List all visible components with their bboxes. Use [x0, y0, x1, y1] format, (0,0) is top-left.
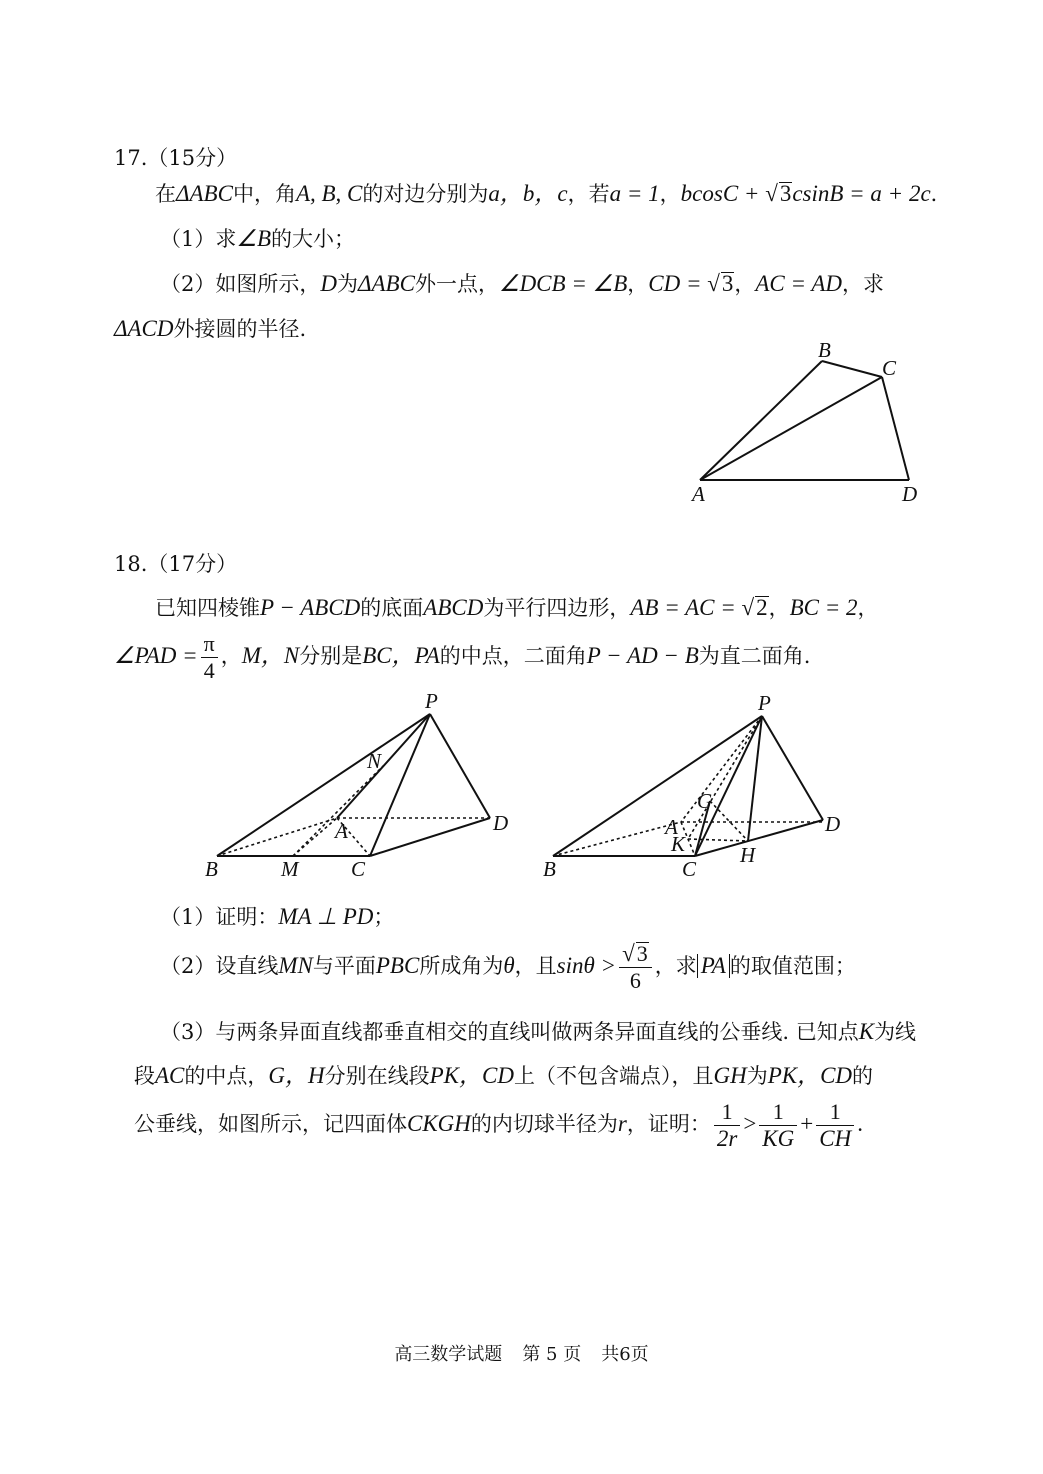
fig1-label-p: P [425, 689, 438, 713]
page-footer [0, 1340, 1043, 1366]
q18-part3-line2: 段AC的中点，G，H分别在线段PK，CD上（不包含端点），且GH为PK，CD的 [134, 1063, 874, 1088]
q18-figure-2 [535, 688, 865, 886]
fig2-label-k: K [671, 832, 686, 856]
fig1-label-a: A [335, 819, 348, 843]
fig2-seg-gh [710, 801, 748, 841]
fig1-seg-cd [370, 818, 490, 856]
fig2-label-a: A [665, 815, 678, 839]
fig1-label-c: C [351, 857, 366, 881]
one-over-ch-fraction: $\frac{1}{CH}$ [816, 1099, 854, 1152]
fig1-seg-pd [430, 714, 490, 818]
fig2-label-h: H [740, 843, 756, 867]
fig2-label-b: B [543, 857, 556, 881]
q18-part3-line3: 公垂线，如图所示，记四面体CKGH的内切球半径为r，证明： $\frac{1}{2r}$ > $\frac{1}{KG}$ + $\frac{1}{CH}$ . [134, 1099, 863, 1151]
q18-stem-line2: ∠PAD = $\frac{\pi}{4}$ ，M，N分别是BC，PA的中点，二面角P − AD − B为直二面角. [114, 631, 811, 683]
q17-part2-cont: ΔACD外接圆的半径. [114, 316, 307, 341]
fig2-seg-pa [681, 716, 762, 822]
fig1-label-d: D [493, 811, 509, 835]
fig2-seg-ba [553, 822, 681, 856]
sqrt3-over-6-fraction: $\frac{√3}{6}$ [619, 941, 652, 994]
q17-figure [680, 335, 930, 515]
q17-part2: （2）如图所示，D为ΔABC外一点，∠DCB = ∠B，CD = √3，AC = AD，求 [160, 271, 885, 296]
q17-stem: 在ΔABC中，角A, B, C的对边分别为a，b，c，若a = 1，bcosC + √3csinB = a + 2c． [155, 181, 952, 206]
one-over-kg-fraction: $\frac{1}{KG}$ [759, 1099, 797, 1152]
fig1-seg-pc [370, 714, 430, 856]
footer-title: 高三数学试题 [394, 1344, 503, 1365]
q18-part3-line1: （3）与两条异面直线都垂直相交的直线叫做两条异面直线的公垂线. 已知点K为线 [160, 1019, 917, 1044]
footer-total: 共6页 [601, 1344, 649, 1365]
one-over-2r-fraction: $\frac{1}{2r}$ [714, 1099, 740, 1152]
fig1-label-b: B [205, 857, 218, 881]
fig2-seg-pd [762, 716, 823, 820]
footer-page: 第 5 页 [522, 1344, 582, 1365]
q17-label-b: B [818, 338, 831, 362]
fig2-seg-pb [553, 716, 762, 856]
q18-part1: （1）证明：MA ⊥ PD； [160, 904, 395, 929]
fig2-seg-pc [695, 716, 762, 856]
pi-over-4-fraction: $\frac{\pi}{4}$ [201, 631, 218, 684]
fig1-seg-ba [217, 818, 337, 856]
fig2-label-d: D [825, 812, 841, 836]
fig2-seg-kh [688, 839, 748, 841]
fig2-label-p: P [758, 691, 771, 715]
q17-header: 17.（15分） [114, 146, 238, 170]
q18-stem-line1: 已知四棱锥P − ABCD的底面ABCD为平行四边形，AB = AC = √2，BC = 2， [155, 595, 879, 620]
fig1-label-m: M [281, 857, 299, 881]
fig1-label-n: N [367, 749, 382, 773]
q18-part2: （2）设直线MN与平面PBC所成角为θ，且sinθ > $\frac{√3}{6}$ ，求 PA 的取值范围； [160, 941, 856, 993]
q17-part1: （1）求∠B的大小； [160, 226, 356, 251]
q17-seg-bc [822, 361, 882, 377]
q17-label-c: C [882, 356, 897, 380]
q18-figure-1 [195, 688, 525, 886]
q17-seg-cd [882, 377, 909, 480]
fig2-label-g: G [697, 789, 713, 813]
fig1-seg-pb [217, 714, 430, 856]
q17-label-a: A [692, 482, 705, 506]
q18-header: 18.（17分） [114, 552, 238, 576]
fig2-seg-cd [695, 820, 823, 856]
q17-label-d: D [902, 482, 918, 506]
fig2-label-c: C [682, 857, 697, 881]
